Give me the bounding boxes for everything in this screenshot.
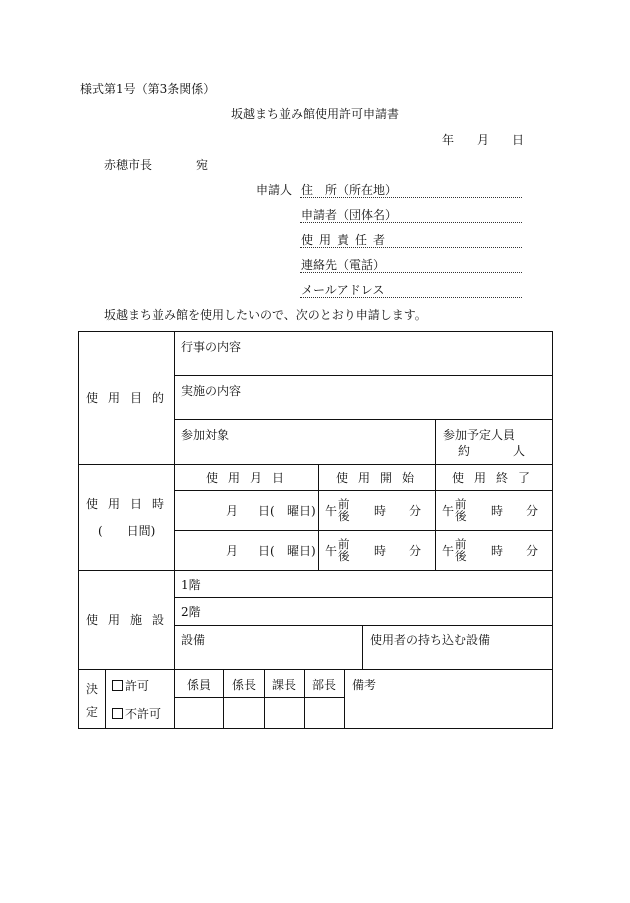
expected-count-label: 参加予定人員 <box>443 428 516 442</box>
approve-option[interactable]: 許可 <box>112 680 149 692</box>
page-title: 坂越まち並み館使用許可申請書 <box>231 107 400 121</box>
intro-text: 坂越まち並み館を使用したいので、次のとおり申請します。 <box>104 308 427 322</box>
col-use-start: 使用開始 <box>336 471 425 485</box>
facilities-label: 使用施設 <box>86 613 175 627</box>
implementation-content-label: 実施の内容 <box>181 384 242 398</box>
applicant-address-label: 住 所（所在地） <box>301 183 398 197</box>
date-month: 月 <box>477 133 490 147</box>
expected-count-unit: 人 <box>513 444 526 458</box>
responsible-person-label: 使用責任者 <box>301 233 392 247</box>
staff-section-head-label: 課長 <box>272 678 297 692</box>
email-label: メールアドレス <box>301 283 385 297</box>
equipment-label: 設備 <box>181 633 206 647</box>
purpose-label: 使用目的 <box>86 391 175 405</box>
event-content-label: 行事の内容 <box>181 340 242 354</box>
applicant-name-field[interactable] <box>300 222 522 223</box>
date-day: 日 <box>512 133 525 147</box>
floor2-label: 2階 <box>181 605 201 619</box>
col-use-date: 使用月日 <box>206 471 295 485</box>
approve-checkbox[interactable] <box>112 680 123 691</box>
reject-checkbox[interactable] <box>112 708 123 719</box>
applicant-name-label: 申請者（団体名） <box>301 208 398 222</box>
contact-phone-label: 連絡先（電話） <box>301 258 386 272</box>
responsible-person-field[interactable] <box>300 247 522 248</box>
email-field[interactable] <box>300 297 522 298</box>
addressee: 赤穂市長 <box>104 158 153 172</box>
applicant-address-field[interactable] <box>300 197 522 198</box>
contact-phone-field[interactable] <box>300 272 522 273</box>
staff-department-head-label: 部長 <box>312 678 337 692</box>
reject-option[interactable]: 不許可 <box>112 708 161 720</box>
staff-clerk-label: 係員 <box>187 678 212 692</box>
col-use-end: 使用終了 <box>452 471 541 485</box>
user-equipment-label: 使用者の持ち込む設備 <box>370 633 491 647</box>
expected-count-approx: 約 <box>458 444 471 458</box>
date-year: 年 <box>442 133 455 147</box>
applicant-label: 申請人 <box>256 183 293 197</box>
participants-label: 参加対象 <box>181 428 230 442</box>
decision-label-top: 決 <box>86 682 99 696</box>
decision-label-bottom: 定 <box>86 705 99 719</box>
addressee-suffix: 宛 <box>196 158 209 172</box>
form-number: 様式第1号（第3条関係） <box>80 82 216 96</box>
remarks-label: 備考 <box>352 678 377 692</box>
datetime-label: 使用日時 <box>86 497 175 511</box>
floor1-label: 1階 <box>181 578 201 592</box>
staff-chief-label: 係長 <box>232 678 257 692</box>
days-label: ( 日間) <box>98 524 156 538</box>
